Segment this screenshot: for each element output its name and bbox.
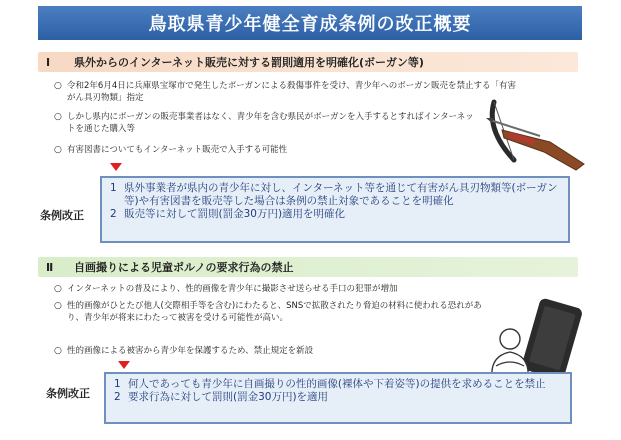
section2-down-arrow	[118, 361, 130, 369]
section1-bullet-1: ○ 令和2年6月4日に兵庫県宝塚市で発生したボーガンによる殺傷事件を受け、青少年へのボーガン販売を禁止する「有害がん具刃物類」指定	[54, 81, 517, 103]
section1-revision-item-1: 1 県外事業者が県内の青少年に対し、インターネット等を通じて有害がん具刃物類等(ボーガン等)や有害図書を販売等した場合は条例の禁止対象であることを明確化	[110, 182, 558, 207]
section2-revision-item-1: 1 何人であっても青少年に自画撮りの性的画像(裸体や下着姿等)の提供を求めることを禁止	[114, 378, 546, 390]
section1-down-arrow	[110, 163, 122, 171]
section1-revision-item-2: 2 販売等に対して罰則(罰金30万円)適用を明確化	[110, 208, 346, 220]
section1-revision-label: 条例改正	[40, 209, 84, 222]
section2-bullet-1: ○ インターネットの普及により、性的画像を青少年に撮影させ送らせる手口の犯罪が増加	[54, 284, 398, 294]
section2-revision-box	[104, 372, 572, 424]
section1-bullet-2: ○ しかし県内にボーガンの販売事業者はなく、青少年を含む県民がボーガンを入手するとすればインターネットを通じた購入等	[54, 112, 474, 134]
section2-bullet-3: ○ 性的画像による被害から青少年を保護するため、禁止規定を新設	[54, 346, 314, 356]
section1-revision-box	[100, 176, 570, 243]
section2-header	[38, 257, 578, 277]
section2-bullet-2: ○ 性的画像がひとたび他人(交際相手等を含む)にわたると、SNSで拡散されたり脅迫の材料に使われる恐れがあり、青少年が将来にわたって被害を受ける可能性が高い。	[54, 301, 482, 323]
section2-revision-label: 条例改正	[46, 387, 90, 400]
section2-number: Ⅱ	[46, 260, 54, 274]
section2-revision-item-2: 2 要求行為に対して罰則(罰金30万円)を適用	[114, 391, 329, 403]
crossbow-icon	[480, 96, 590, 174]
section1-title: 県外からのインターネット販売に対する罰則適用を明確化(ボーガン等)	[74, 56, 424, 69]
section1-number: Ⅰ	[46, 55, 51, 69]
page-title: 鳥取県青少年健全育成条例の改正概要	[38, 6, 582, 40]
section2-title: 自画撮りによる児童ポルノの要求行為の禁止	[74, 261, 294, 274]
section1-bullet-3: ○ 有害図書についてもインターネット販売で入手する可能性	[54, 145, 288, 155]
section1-header	[38, 52, 578, 72]
